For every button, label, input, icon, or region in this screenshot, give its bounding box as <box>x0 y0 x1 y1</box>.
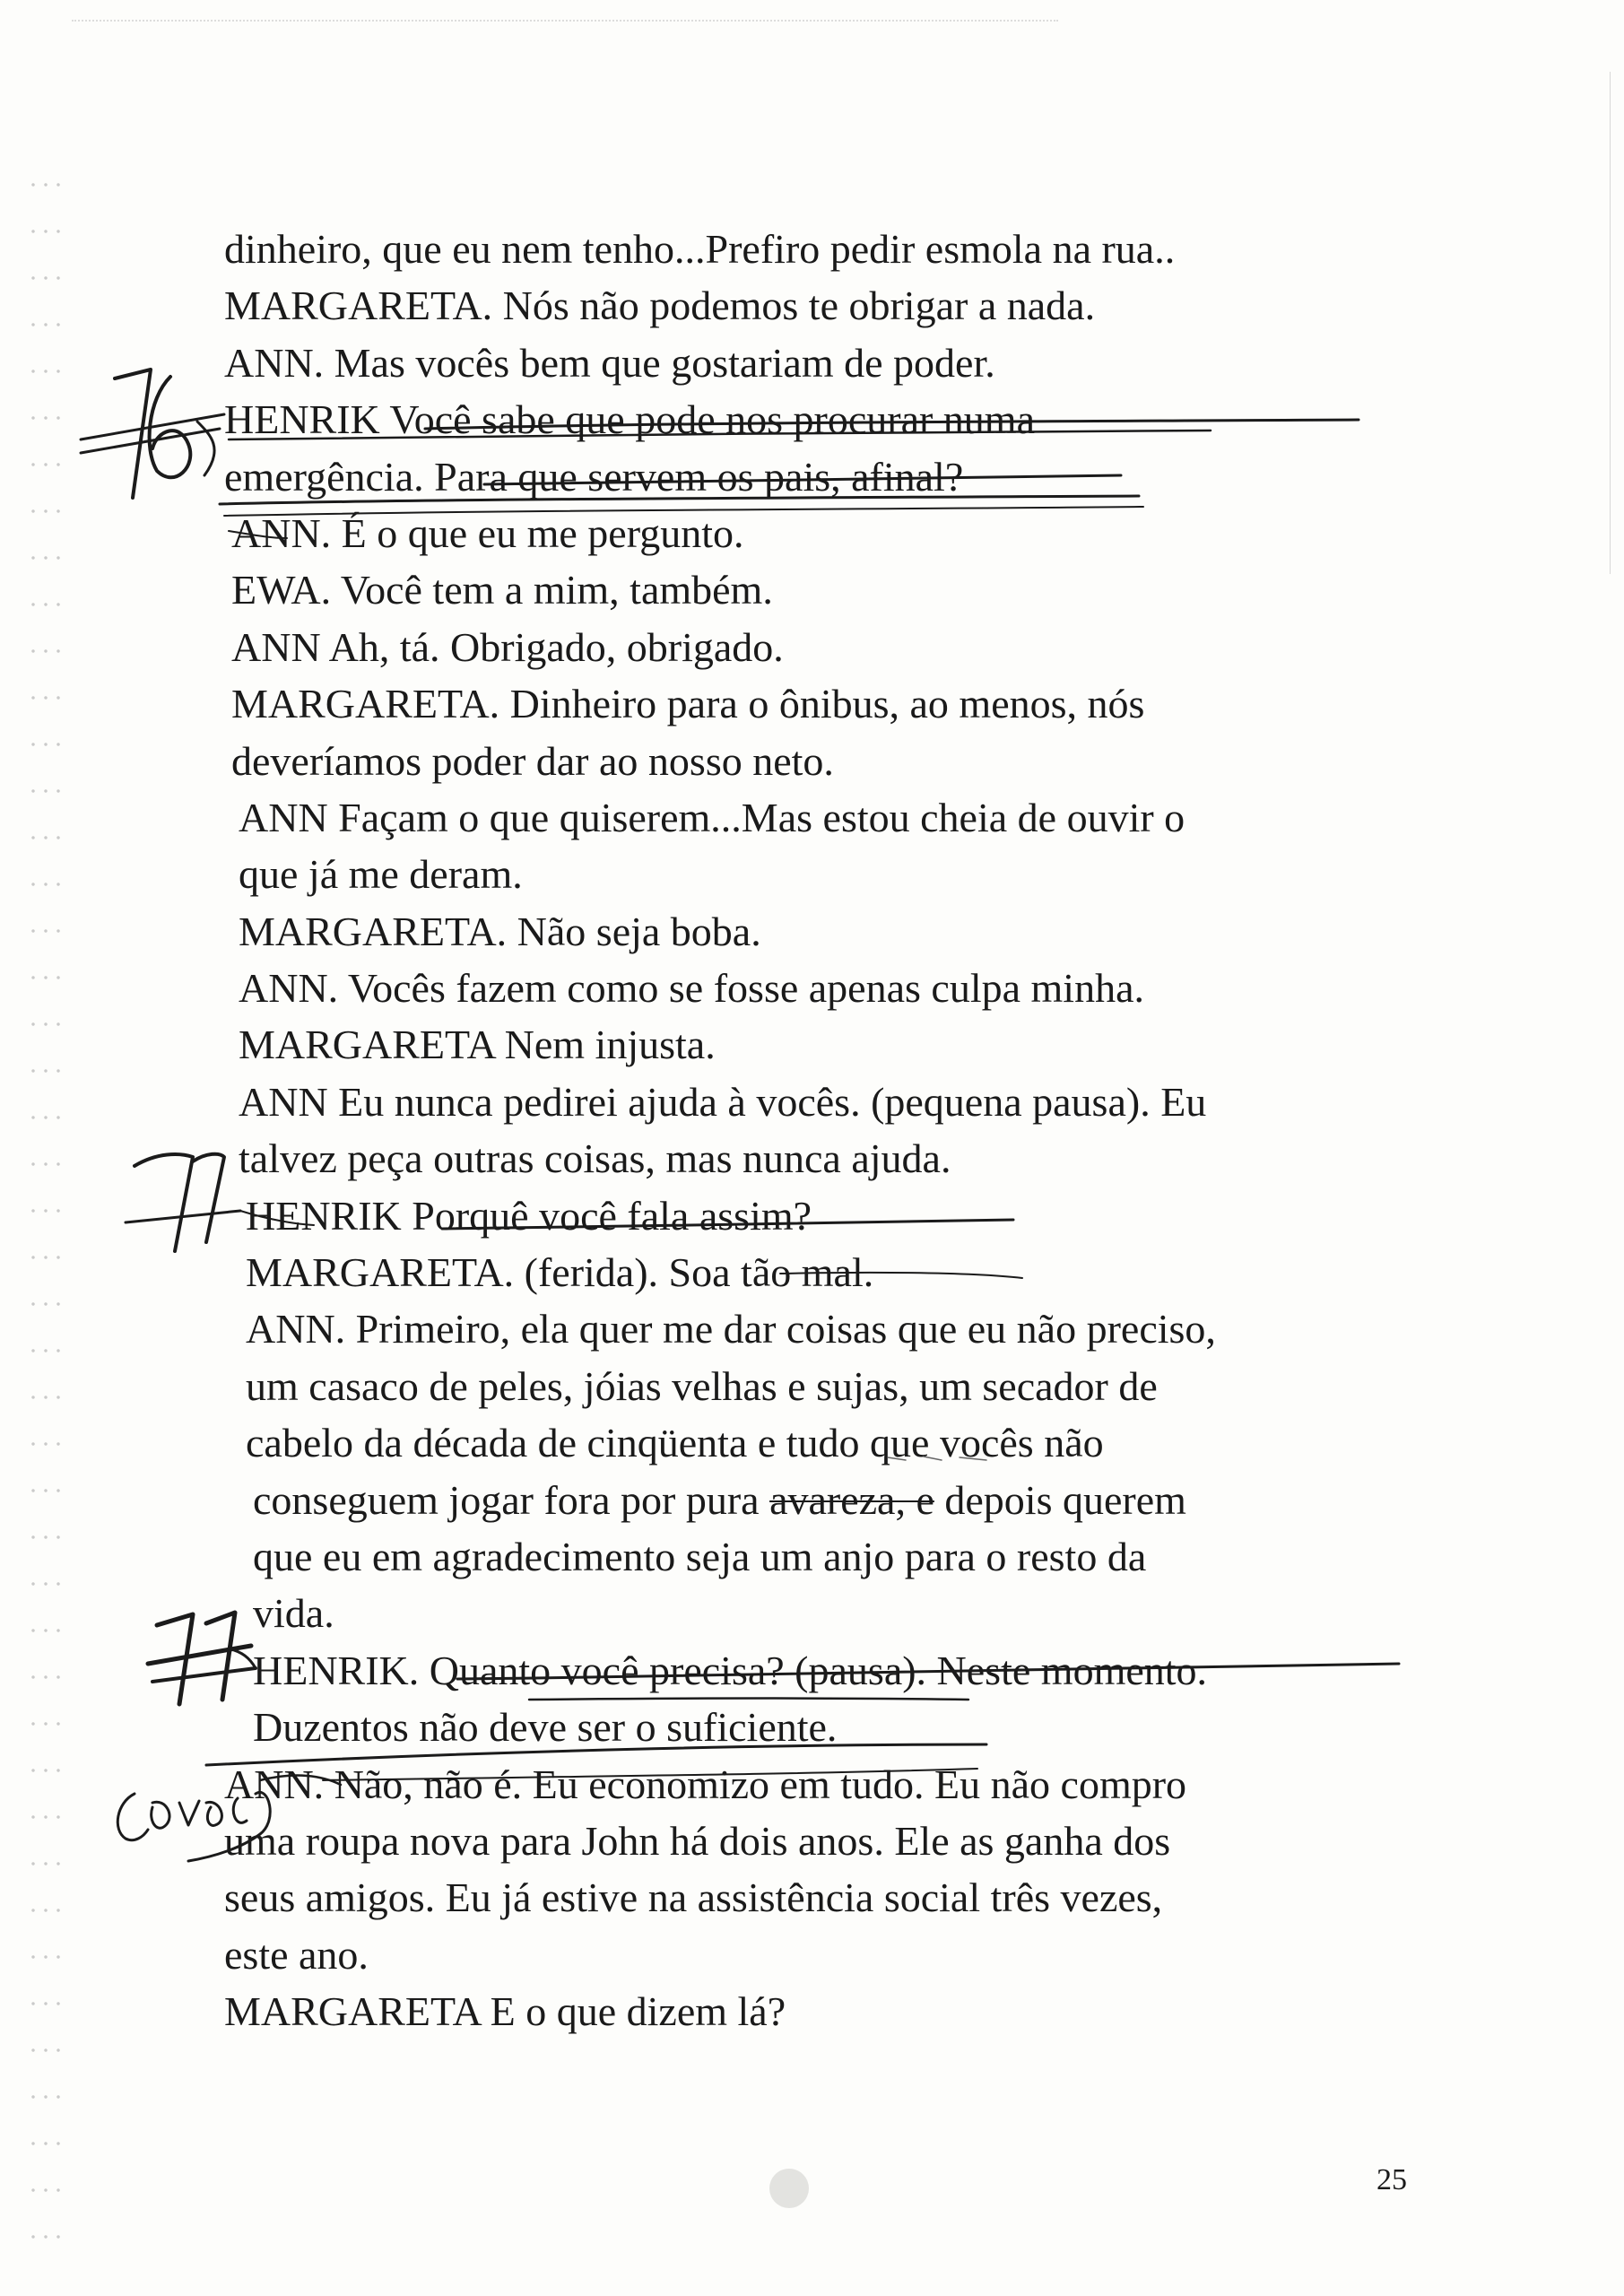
script-line: ANN Façam o que quiserem...Mas estou cheia de ouvir o <box>239 794 1185 840</box>
script-line: ANN Ah, tá. Obrigado, obrigado. <box>231 623 784 670</box>
script-line: MARGARETA. (ferida). Soa tão mal. <box>246 1249 874 1296</box>
script-line: cabelo da década de cinqüenta e tudo que vocês não <box>246 1420 1104 1466</box>
scan-top-edge <box>72 0 1058 22</box>
script-line: ANN. É o que eu me pergunto. <box>231 509 744 556</box>
script-line: MARGARETA. Não seja boba. <box>239 908 761 954</box>
script-line: ANN. Primeiro, ela quer me dar coisas que eu não preciso, <box>246 1306 1216 1352</box>
script-line: deveríamos poder dar ao nosso neto. <box>231 737 834 784</box>
script-line: que já me deram. <box>239 851 523 898</box>
script-line: ANN Eu nunca pedirei ajuda à vocês. (pequena pausa). Eu <box>239 1078 1207 1125</box>
script-line: MARGARETA Nem injusta. <box>239 1022 716 1068</box>
script-line: conseguem jogar fora por pura avareza, e depois querem <box>253 1476 1186 1523</box>
paper-smudge <box>769 2169 809 2208</box>
script-line: MARGARETA. Nós não podemos te obrigar a nada. <box>224 283 1096 329</box>
struck-text: avareza, e <box>769 1476 934 1523</box>
script-line: HENRIK Porquê você fala assim? <box>246 1192 812 1239</box>
script-line: seus amigos. Eu já estive na assistência social três vezes, <box>224 1874 1163 1921</box>
script-line: uma roupa nova para John há dois anos. Ele as ganha dos <box>224 1817 1171 1864</box>
script-line: EWA. Você tem a mim, também. <box>231 567 773 613</box>
script-line: ANN. Não, não é. Eu economizo em tudo. Eu não compro <box>224 1761 1187 1807</box>
script-line: MARGARETA. Dinheiro para o ônibus, ao menos, nós <box>231 681 1145 727</box>
script-line: vida. <box>253 1590 334 1637</box>
script-line: um casaco de peles, jóias velhas e sujas, um secador de <box>246 1362 1158 1409</box>
scan-right-edge <box>1610 72 1611 574</box>
script-line: talvez peça outras coisas, mas nunca ajuda. <box>239 1135 951 1182</box>
page-number: 25 <box>1376 2163 1407 2196</box>
script-line: emergência. Para que servem os pais, afinal? <box>224 453 964 500</box>
script-line: ANN. Vocês fazem como se fosse apenas culpa minha. <box>239 965 1145 1012</box>
script-line: MARGARETA E o que dizem lá? <box>224 1988 786 2035</box>
script-line: HENRIK. Quanto você precisa? (pausa). Neste momento. <box>253 1647 1208 1693</box>
script-line: que eu em agradecimento seja um anjo para o resto da <box>253 1533 1147 1579</box>
binding-hole-marks <box>27 161 63 2278</box>
script-line: Duzentos não deve ser o suficiente. <box>253 1704 838 1751</box>
handwritten-cue-number <box>81 370 224 498</box>
script-line: dinheiro, que eu nem tenho...Prefiro pedir esmola na rua.. <box>224 226 1176 272</box>
script-dialogue <box>224 221 1480 2040</box>
script-line: HENRIK Você sabe que pode nos procurar numa <box>224 396 1036 443</box>
script-line: ANN. Mas vocês bem que gostariam de poder. <box>224 339 995 386</box>
script-line: este ano. <box>224 1931 369 1978</box>
